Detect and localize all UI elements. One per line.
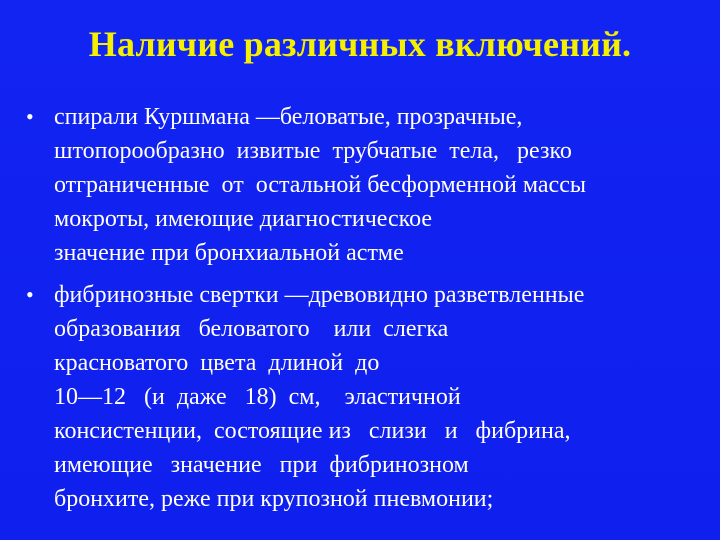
bullet-line: штопорообразно извитые трубчатые тела, резко xyxy=(54,138,572,164)
bullet-line: 10—12 (и даже 18) см, эластичной xyxy=(54,384,461,410)
bullet-line: бронхите, реже при крупозной пневмонии; xyxy=(54,486,494,512)
bullet-line: мокроты, имеющие диагностическое xyxy=(54,206,433,232)
bullet-list xyxy=(22,100,702,516)
bullet-dot-icon: • xyxy=(26,104,34,129)
bullet-item-curschmann xyxy=(22,100,702,270)
bullet-line: значение при бронхиальной астме xyxy=(54,240,404,266)
bullet-line: образования беловатого или слегка xyxy=(54,316,449,342)
slide-title: Наличие различных включений. xyxy=(88,24,632,64)
bullet-line: консистенции, состоящие из слизи и фибрина, xyxy=(54,418,571,444)
bullet-line: красноватого цвета длиной до xyxy=(54,350,380,376)
bullet-item-fibrinous xyxy=(22,278,702,516)
bullet-line: фибринозные свертки —древовидно разветвленные xyxy=(54,282,585,308)
bullet-line: спирали Куршмана —беловатые, прозрачные, xyxy=(54,104,523,130)
bullet-dot-icon: • xyxy=(26,282,34,307)
bullet-line: имеющие значение при фибринозном xyxy=(54,452,469,478)
bullet-line: отграниченные от остальной бесформенной массы xyxy=(54,172,586,198)
